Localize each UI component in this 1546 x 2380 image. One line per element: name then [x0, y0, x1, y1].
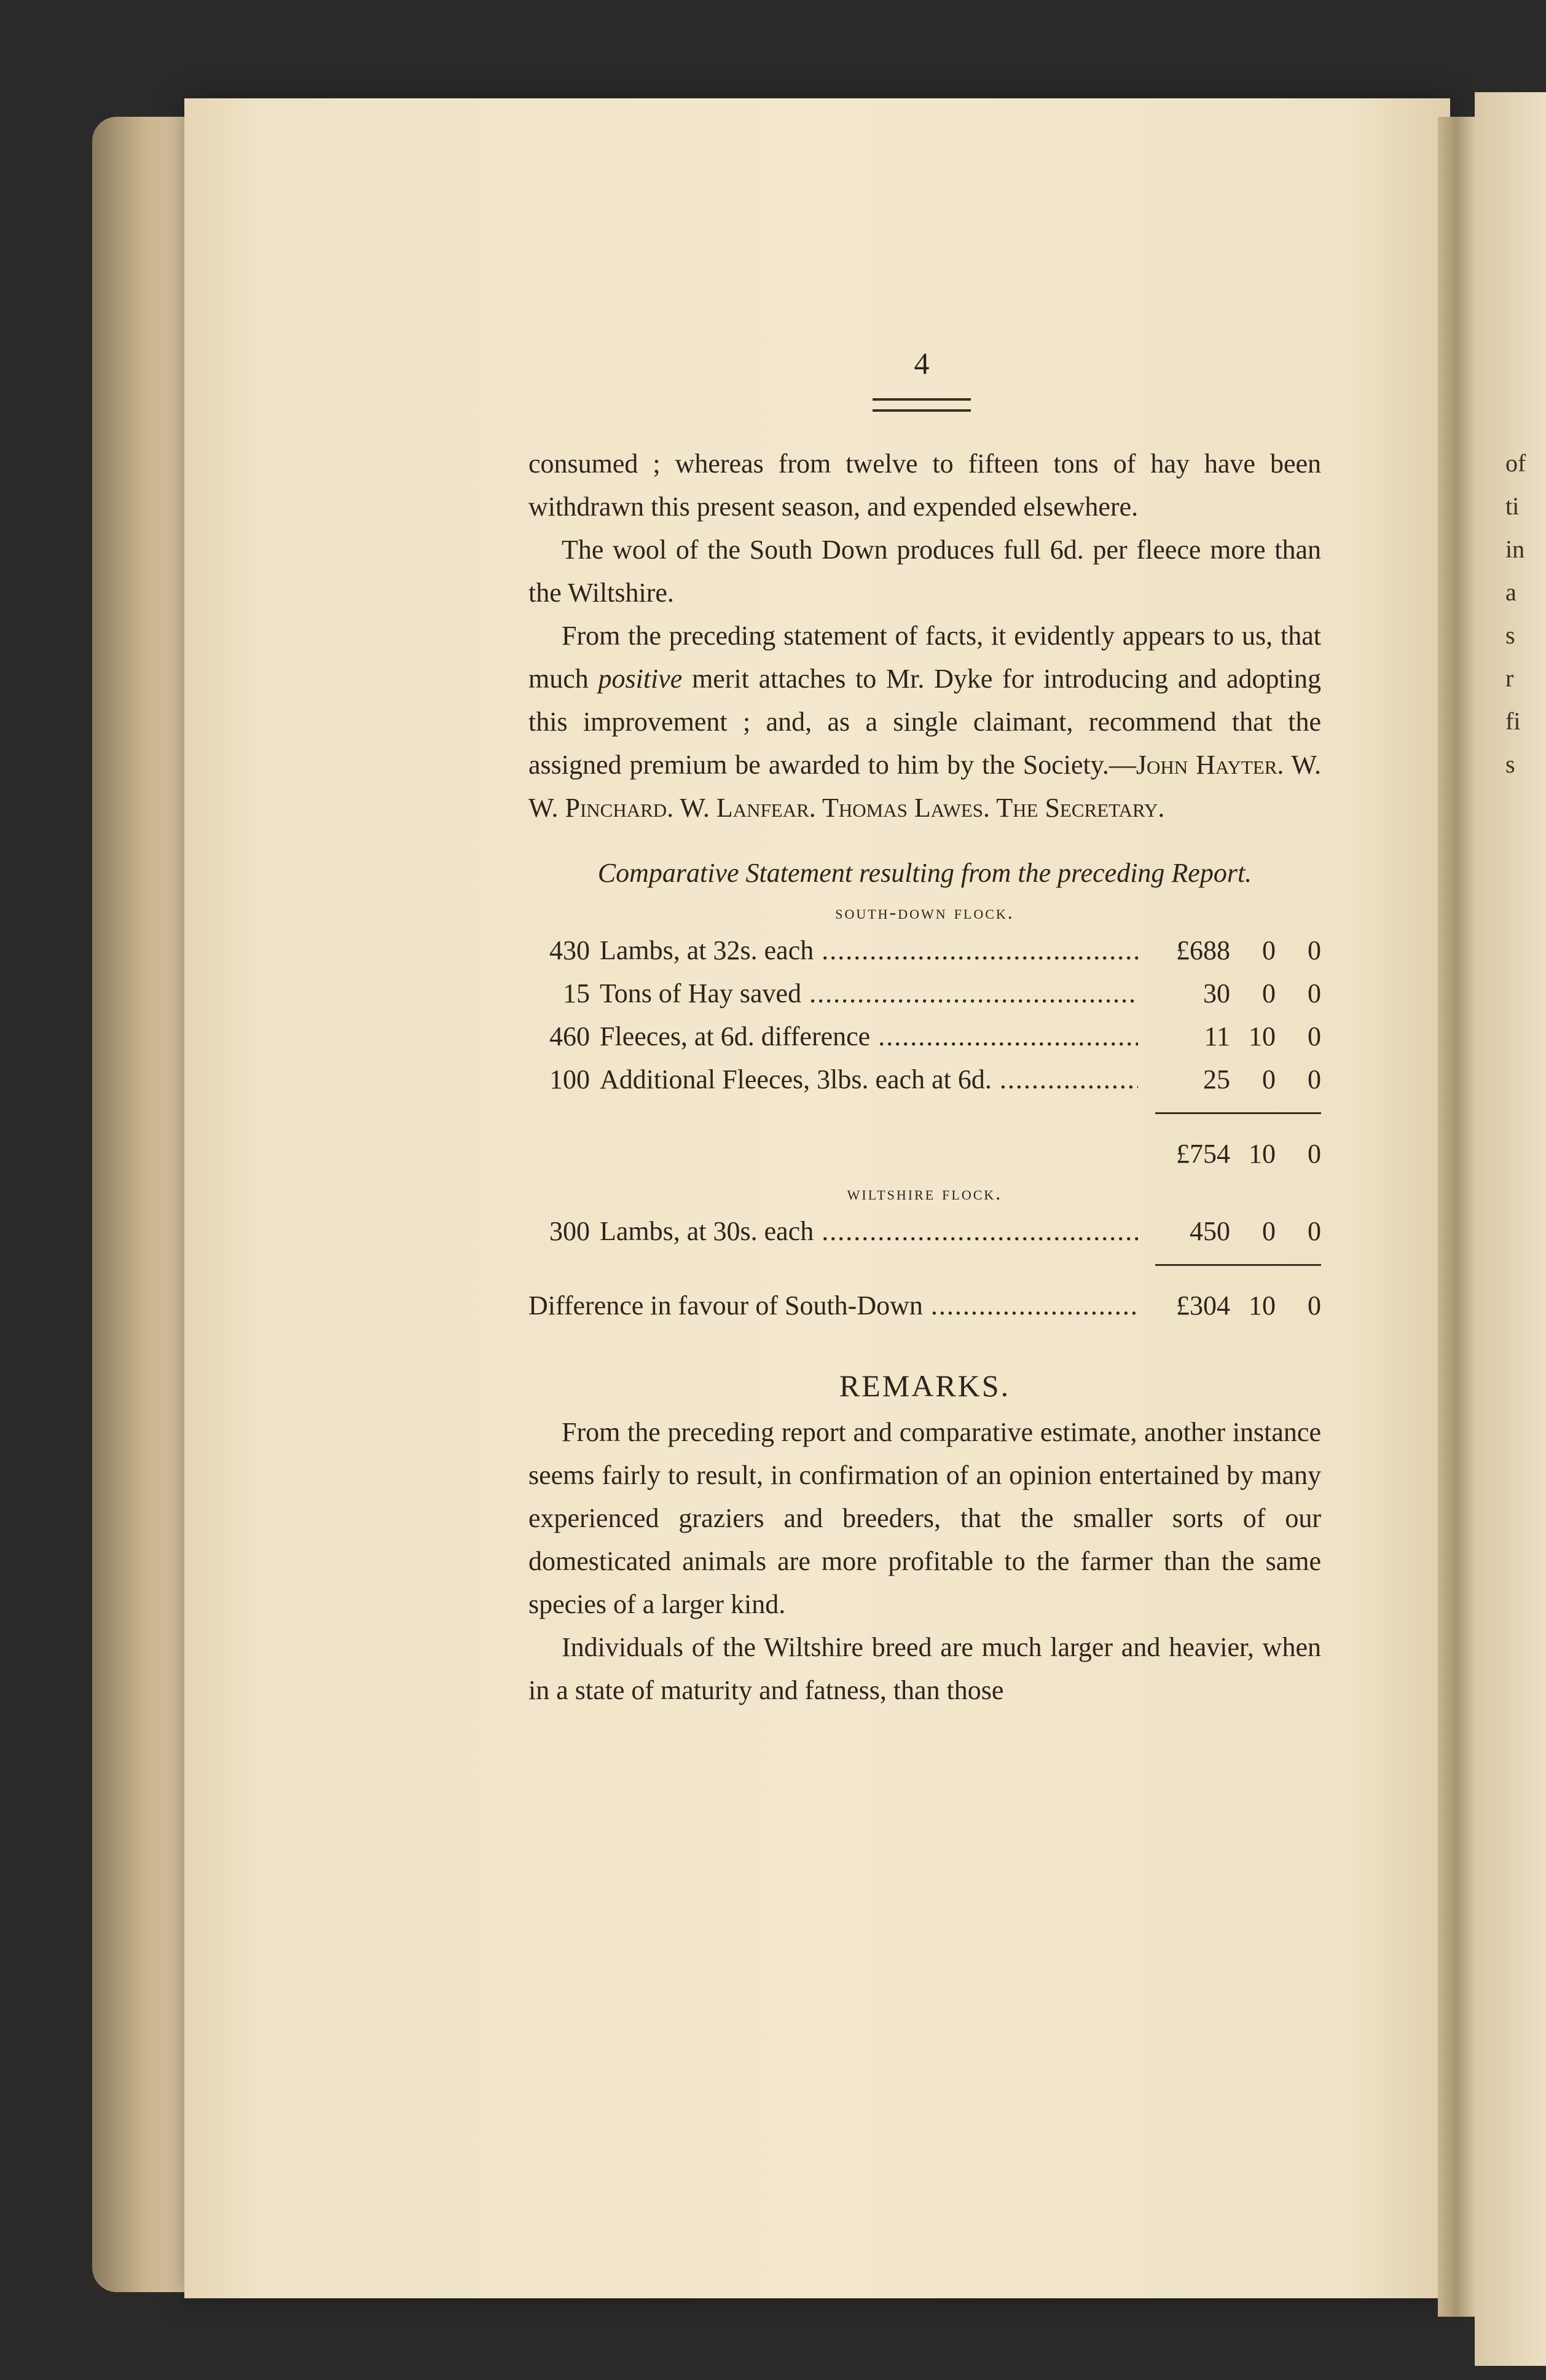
paragraph-text: From the preceding statement of facts, it evidently appears to us, that much [528, 621, 1321, 694]
wiltshire-heading: wiltshire flock. [847, 1182, 1003, 1204]
row-quantity: 15 [563, 978, 590, 1008]
row-label: Lambs, at 30s. each [600, 1216, 814, 1246]
row-quantity: 300 [549, 1216, 590, 1246]
page-number: 4 [914, 346, 930, 380]
paragraph: Individuals of the Wiltshire breed are much larger and heavier, when in a state of maturity and fatness, than those [528, 1632, 1321, 1705]
next-page-fragment: s [1505, 750, 1515, 778]
shillings: 0 [1262, 1064, 1276, 1094]
next-page-fragment: in [1505, 535, 1525, 563]
paragraph [528, 528, 1321, 615]
shillings: 0 [1262, 978, 1276, 1008]
row-label: Additional Fleeces, 3lbs. each at 6d. [600, 1064, 992, 1094]
pounds: 11 [1204, 1021, 1230, 1051]
pence: 0 [1308, 1021, 1321, 1051]
paragraph [528, 615, 1321, 830]
paragraph: consumed ; whereas from twelve to fifteen tons of hay have been withdrawn this present season, and expended elsewhere. [528, 449, 1321, 522]
page-number-rule [873, 398, 971, 412]
pounds: 25 [1203, 1064, 1230, 1094]
emphasis-text: positive [598, 664, 683, 694]
row-description [528, 1210, 1138, 1253]
paragraph-text: merit attaches to Mr. Dyke for introducing and adopting this improvement ; and, as a single claimant, recommend that the assigned premium be awarded to him by the Society.— [528, 664, 1321, 780]
book-gutter [1438, 117, 1475, 2317]
pounds: £304 [1176, 1290, 1230, 1321]
pounds: 30 [1203, 978, 1230, 1008]
row-description [528, 1015, 1138, 1058]
row-quantity: 430 [549, 935, 590, 965]
signatories: John Hayter. W. W. Pinchard. W. Lanfear. Thomas Lawes. The Secretary. [528, 750, 1321, 823]
statement-title: Comparative Statement resulting from the preceding Report. [597, 858, 1252, 888]
row-description [528, 929, 1138, 972]
row-quantity: 460 [549, 1021, 590, 1051]
total-row [528, 1133, 1321, 1176]
row-label: Lambs, at 32s. each [600, 935, 814, 965]
pence: 0 [1308, 1139, 1321, 1169]
pence: 0 [1308, 935, 1321, 965]
sum-rule [1155, 1112, 1321, 1114]
next-page-fragment: ti [1505, 492, 1520, 520]
next-page-fragment: fi [1505, 707, 1521, 735]
table-row [528, 1210, 1321, 1253]
row-label: Fleeces, at 6d. difference [600, 1021, 871, 1051]
next-page-fragment: s [1505, 621, 1515, 649]
next-page-edge [1475, 92, 1546, 2366]
next-page-fragment: a [1505, 578, 1517, 606]
pounds: £754 [1176, 1139, 1230, 1169]
south-down-heading: south-down flock. [835, 901, 1014, 923]
pence: 0 [1308, 1064, 1321, 1094]
pounds: 450 [1190, 1216, 1230, 1246]
shillings: 10 [1249, 1021, 1276, 1051]
table-row [528, 1015, 1321, 1058]
row-quantity: 100 [549, 1064, 590, 1094]
pence: 0 [1308, 978, 1321, 1008]
table-row [528, 1058, 1321, 1101]
next-page-fragment: of [1505, 449, 1526, 477]
difference-label: Difference in favour of South-Down ..... [528, 1284, 1138, 1327]
pence: 0 [1308, 1290, 1321, 1321]
next-page-fragment: r [1505, 664, 1514, 692]
paragraph-text: The wool of the South Down produces full 6d. per fleece more than the Wiltshire. [528, 535, 1321, 608]
shillings: 0 [1262, 1216, 1276, 1246]
paragraph: From the preceding report and comparative estimate, another instance seems fairly to result, in confirmation of an opinion entertained by many experienced graziers and breeders, that the smaller sorts of our domesticated animals are more profitable to the farmer than the same species of a larger kind. [528, 1417, 1321, 1619]
pounds: £688 [1176, 935, 1230, 965]
table-row [528, 929, 1321, 972]
page-content [528, 442, 1321, 1712]
remarks-heading: REMARKS. [839, 1369, 1011, 1403]
row-description [528, 972, 1138, 1015]
sum-rule [1155, 1264, 1321, 1266]
row-description [528, 1058, 1138, 1101]
table-row [528, 972, 1321, 1015]
shillings: 10 [1249, 1290, 1276, 1321]
shillings: 0 [1262, 935, 1276, 965]
shillings: 10 [1249, 1139, 1276, 1169]
difference-row [528, 1284, 1321, 1327]
row-label: Tons of Hay saved [600, 978, 802, 1008]
pence: 0 [1308, 1216, 1321, 1246]
